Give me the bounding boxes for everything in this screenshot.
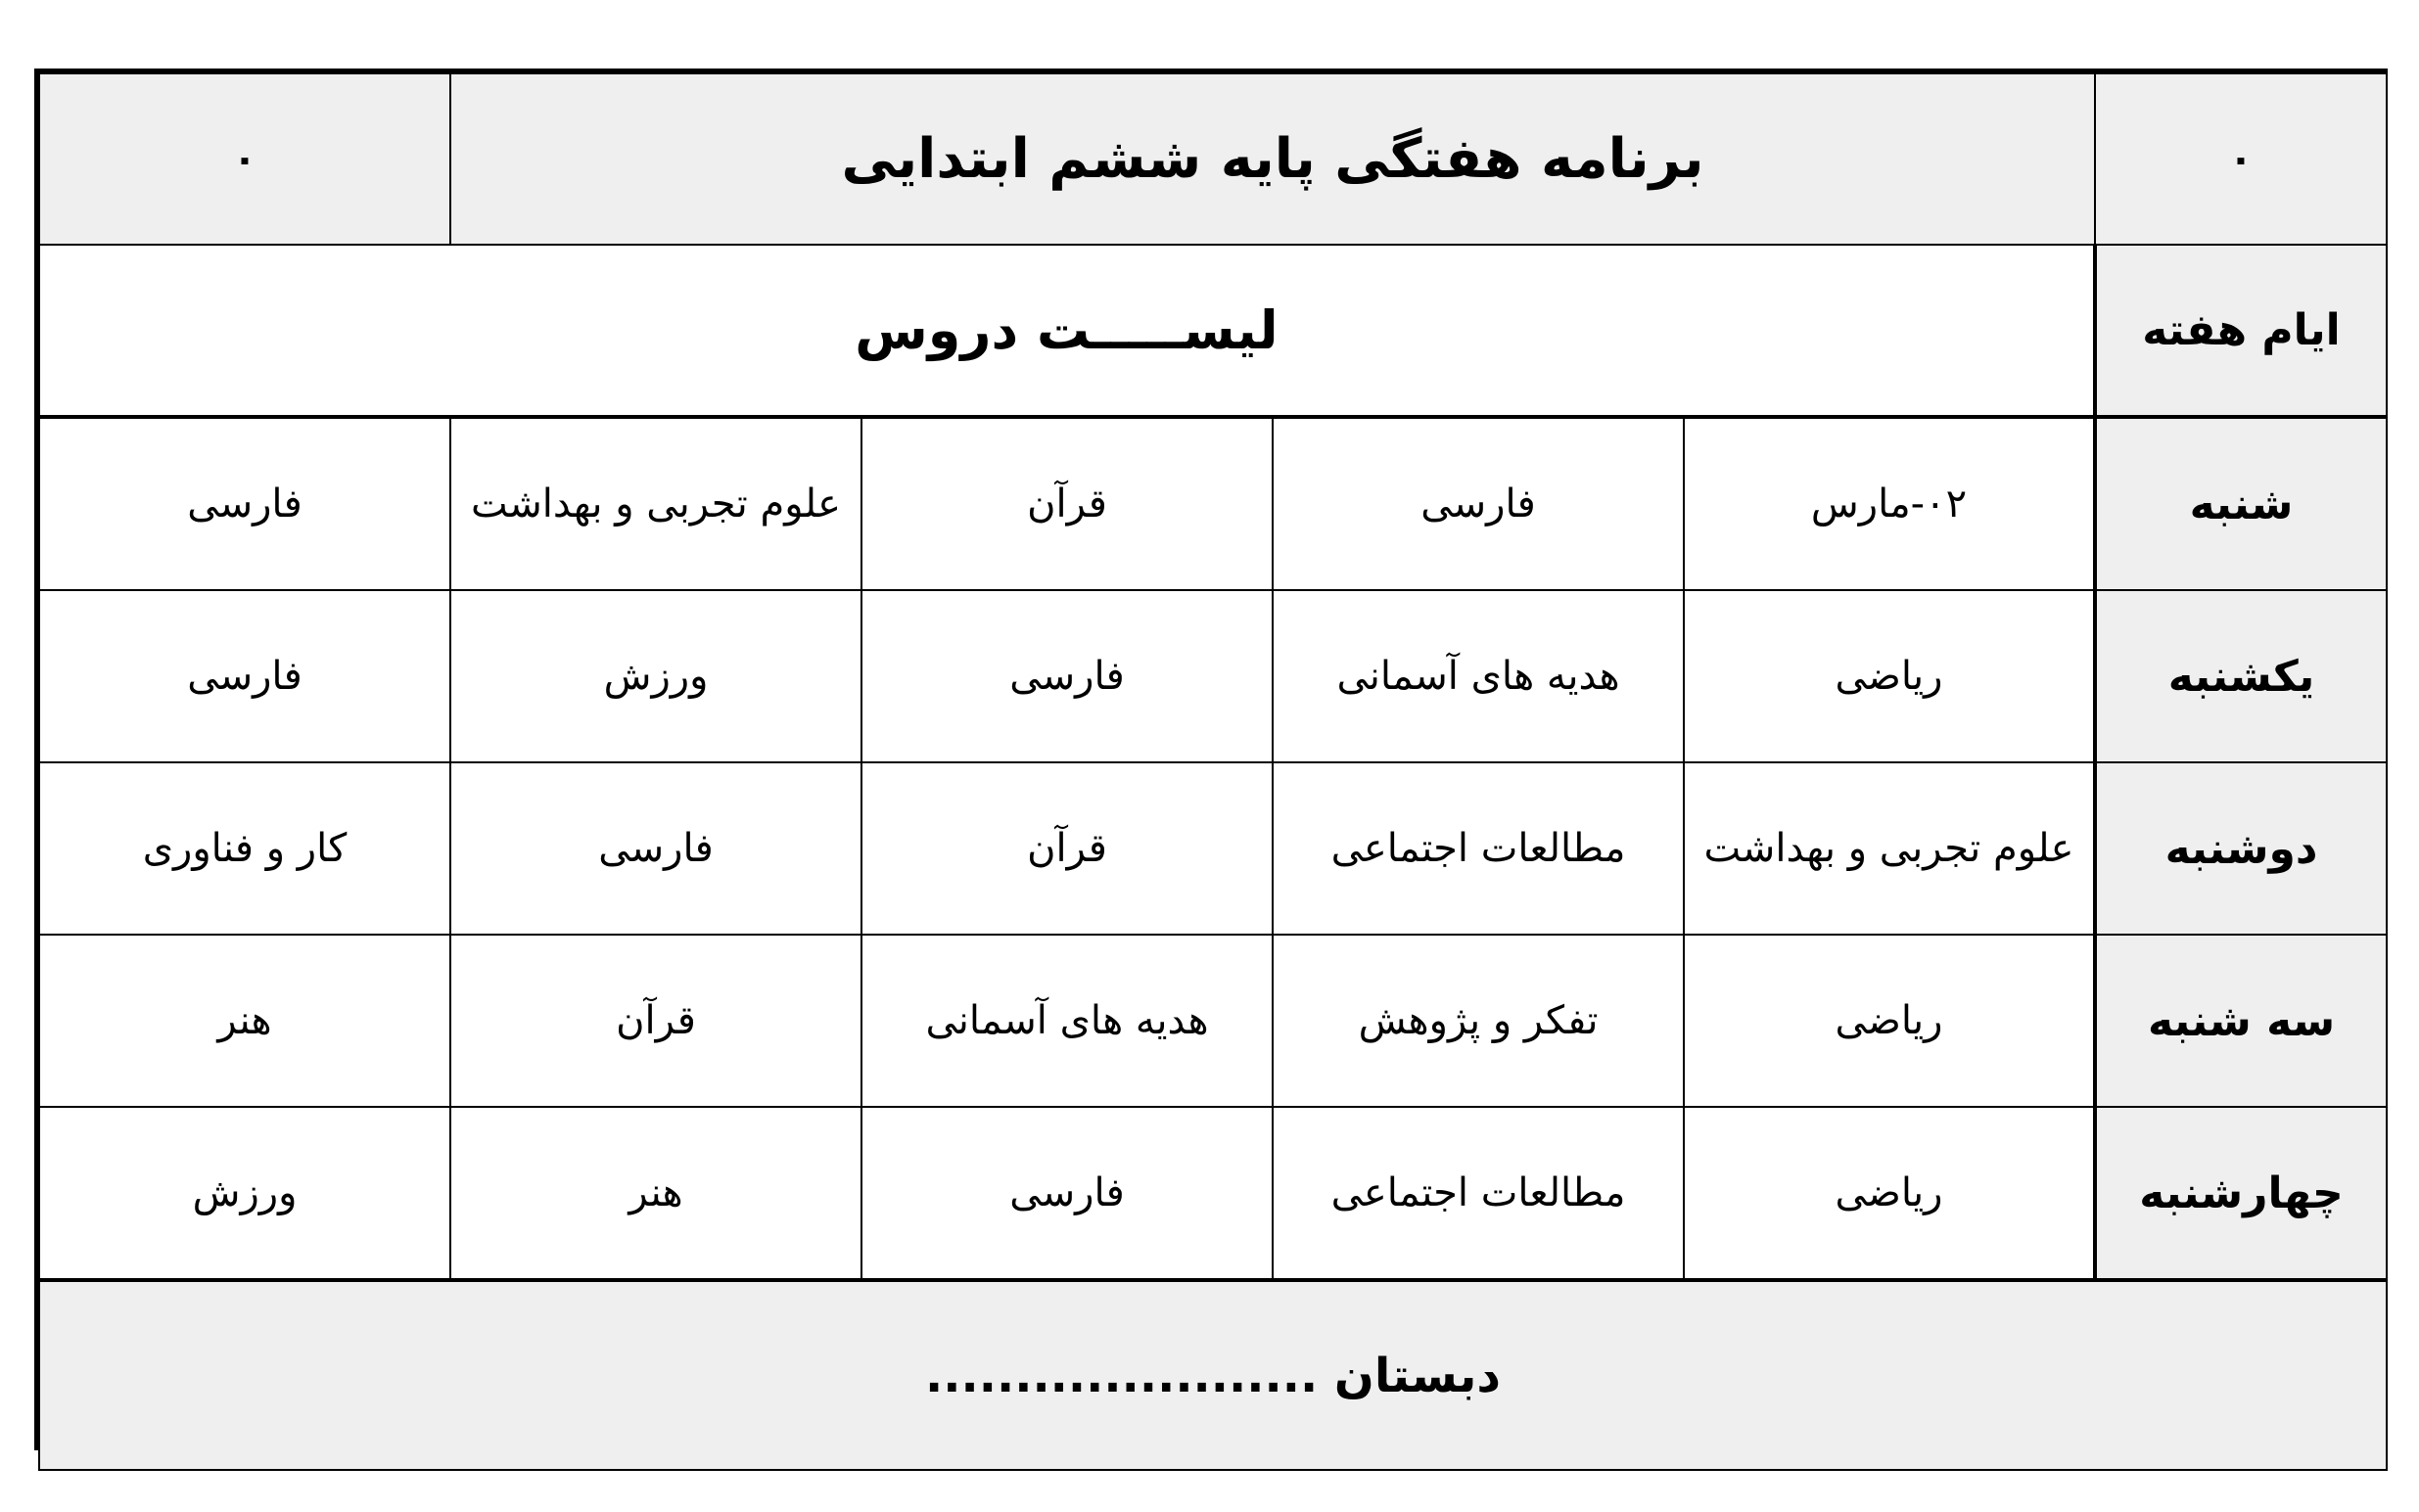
title-row [39,73,2387,245]
day-label: سه شنبه [2095,935,2387,1107]
lesson-cell: فارسی [1273,417,1684,590]
lesson-cell: هدیه های آسمانی [861,935,1273,1107]
day-label: چهارشنبه [2095,1107,2387,1280]
footer-row [39,1280,2387,1470]
lesson-cell: فارسی [450,762,861,935]
lesson-cell: علوم تجربی و بهداشت [1684,762,2095,935]
lesson-cell: مطالعات اجتماعی [1273,762,1684,935]
lesson-cell: فارسی [39,417,450,590]
school-name-line: دبستان ...................... [39,1280,2387,1470]
lesson-cell: ورزش [450,590,861,762]
table-row [39,935,2387,1107]
day-label: یکشنبه [2095,590,2387,762]
lesson-cell: مطالعات اجتماعی [1273,1107,1684,1280]
table-row [39,762,2387,935]
lesson-cell: هنر [450,1107,861,1280]
lesson-cell: فارسی [861,590,1273,762]
day-label: شنبه [2095,417,2387,590]
lesson-cell: ریاضی [1684,1107,2095,1280]
table-row [39,1107,2387,1280]
lesson-cell: تفکر و پژوهش [1273,935,1684,1107]
lesson-cell: هنر [39,935,450,1107]
days-column-header: ایام هفته [2095,245,2387,417]
lesson-cell: قرآن [450,935,861,1107]
lesson-cell: ورزش [39,1107,450,1280]
header-right-number: ۰ [2095,73,2387,245]
page-title: برنامه هفتگی پایه ششم ابتدایی [450,73,2095,245]
lesson-cell: ۰۲-مارس [1684,417,2095,590]
lesson-cell: کار و فناوری [39,762,450,935]
schedule-table [38,72,2388,1471]
lesson-cell: ریاضی [1684,935,2095,1107]
lessons-list-header: لیســـــت دروس [39,245,2095,417]
lesson-cell: علوم تجربی و بهداشت [450,417,861,590]
lesson-cell: فارسی [861,1107,1273,1280]
table-row [39,590,2387,762]
header-left-number: ۰ [39,73,450,245]
lesson-cell: ریاضی [1684,590,2095,762]
lesson-cell: قرآن [861,762,1273,935]
day-label: دوشنبه [2095,762,2387,935]
lesson-cell: فارسی [39,590,450,762]
lesson-cell: هدیه های آسمانی [1273,590,1684,762]
weekly-schedule-sheet [34,69,2388,1450]
lesson-cell: قرآن [861,417,1273,590]
table-row [39,417,2387,590]
subheader-row [39,245,2387,417]
